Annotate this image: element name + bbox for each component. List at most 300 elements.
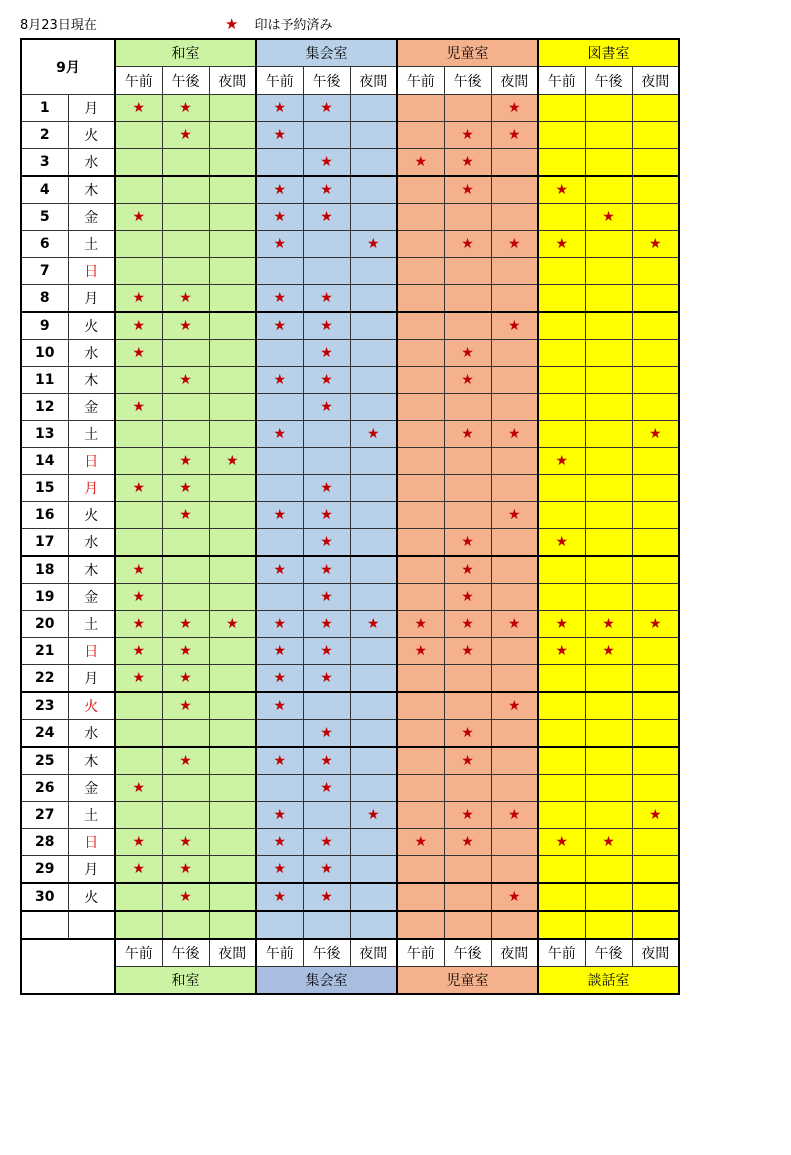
day-of-week: 火	[68, 883, 115, 911]
slot-jidoshitsu-pm: ★	[444, 421, 491, 448]
slot-jidoshitsu-pm: ★	[444, 367, 491, 394]
table-row	[21, 529, 679, 557]
slot-toshoshitsu-am	[538, 285, 585, 313]
day-number: 8	[21, 285, 68, 313]
slot-jidoshitsu-night	[491, 720, 538, 748]
period-header-washitsu-night: 夜間	[209, 67, 256, 95]
slot-toshoshitsu-pm: ★	[585, 638, 632, 665]
table-row	[21, 665, 679, 693]
slot-washitsu-am: ★	[115, 340, 162, 367]
slot-jidoshitsu-am	[397, 340, 444, 367]
slot-washitsu-pm: ★	[162, 856, 209, 884]
day-number: 30	[21, 883, 68, 911]
slot-toshoshitsu-pm	[585, 502, 632, 529]
slot-shukaishitsu-am: ★	[256, 665, 303, 693]
slot-toshoshitsu-night	[632, 856, 679, 884]
slot-toshoshitsu-night	[632, 556, 679, 584]
slot-toshoshitsu-pm	[585, 448, 632, 475]
slot-toshoshitsu-am	[538, 802, 585, 829]
slot-jidoshitsu-am	[397, 448, 444, 475]
slot-washitsu-pm: ★	[162, 95, 209, 122]
slot-toshoshitsu-pm	[585, 802, 632, 829]
slot-washitsu-night	[209, 556, 256, 584]
slot-washitsu-am: ★	[115, 638, 162, 665]
slot-jidoshitsu-am	[397, 475, 444, 502]
slot-shukaishitsu-am	[256, 149, 303, 177]
slot-toshoshitsu-night	[632, 775, 679, 802]
table-row	[21, 883, 679, 911]
day-of-week: 土	[68, 611, 115, 638]
slot-shukaishitsu-am	[256, 258, 303, 285]
slot-shukaishitsu-night	[350, 856, 397, 884]
slot-washitsu-night	[209, 204, 256, 231]
slot-jidoshitsu-night	[491, 556, 538, 584]
day-of-week: 水	[68, 340, 115, 367]
slot-washitsu-pm: ★	[162, 692, 209, 720]
slot-jidoshitsu-am	[397, 665, 444, 693]
slot-jidoshitsu-pm: ★	[444, 176, 491, 204]
table-row	[21, 638, 679, 665]
blank-cell	[21, 911, 68, 939]
slot-washitsu-pm: ★	[162, 367, 209, 394]
table-row	[21, 95, 679, 122]
slot-jidoshitsu-night	[491, 448, 538, 475]
slot-toshoshitsu-night	[632, 258, 679, 285]
slot-washitsu-pm	[162, 802, 209, 829]
slot-jidoshitsu-night	[491, 475, 538, 502]
slot-jidoshitsu-night: ★	[491, 611, 538, 638]
slot-shukaishitsu-am: ★	[256, 611, 303, 638]
slot-jidoshitsu-night	[491, 747, 538, 775]
slot-shukaishitsu-am: ★	[256, 502, 303, 529]
blank-cell	[538, 911, 585, 939]
day-of-week: 月	[68, 95, 115, 122]
slot-washitsu-night	[209, 720, 256, 748]
slot-jidoshitsu-pm: ★	[444, 720, 491, 748]
slot-toshoshitsu-am	[538, 149, 585, 177]
slot-washitsu-pm	[162, 394, 209, 421]
slot-toshoshitsu-am	[538, 584, 585, 611]
slot-jidoshitsu-night: ★	[491, 231, 538, 258]
slot-toshoshitsu-night	[632, 584, 679, 611]
slot-toshoshitsu-am	[538, 692, 585, 720]
slot-toshoshitsu-am	[538, 665, 585, 693]
slot-shukaishitsu-am: ★	[256, 421, 303, 448]
slot-shukaishitsu-pm: ★	[303, 149, 350, 177]
day-of-week: 日	[68, 638, 115, 665]
table-row	[21, 747, 679, 775]
slot-shukaishitsu-am: ★	[256, 231, 303, 258]
room-header-shukaishitsu: 集会室	[256, 39, 397, 67]
slot-washitsu-night	[209, 95, 256, 122]
slot-shukaishitsu-pm: ★	[303, 856, 350, 884]
slot-shukaishitsu-pm: ★	[303, 665, 350, 693]
day-number: 24	[21, 720, 68, 748]
slot-washitsu-am	[115, 883, 162, 911]
table-row	[21, 258, 679, 285]
day-of-week: 木	[68, 176, 115, 204]
slot-washitsu-am: ★	[115, 556, 162, 584]
slot-toshoshitsu-am	[538, 747, 585, 775]
slot-jidoshitsu-am	[397, 312, 444, 340]
day-of-week: 土	[68, 231, 115, 258]
slot-jidoshitsu-pm	[444, 285, 491, 313]
slot-shukaishitsu-night	[350, 95, 397, 122]
slot-washitsu-am	[115, 122, 162, 149]
slot-washitsu-pm	[162, 176, 209, 204]
day-number: 7	[21, 258, 68, 285]
slot-shukaishitsu-night	[350, 149, 397, 177]
slot-jidoshitsu-am	[397, 367, 444, 394]
slot-shukaishitsu-am	[256, 340, 303, 367]
table-row	[21, 149, 679, 177]
slot-jidoshitsu-am	[397, 747, 444, 775]
slot-shukaishitsu-night	[350, 883, 397, 911]
slot-shukaishitsu-pm: ★	[303, 584, 350, 611]
slot-shukaishitsu-pm	[303, 448, 350, 475]
slot-jidoshitsu-am	[397, 176, 444, 204]
blank-cell	[585, 911, 632, 939]
slot-washitsu-am: ★	[115, 856, 162, 884]
slot-washitsu-night	[209, 802, 256, 829]
slot-toshoshitsu-pm	[585, 692, 632, 720]
table-row	[21, 856, 679, 884]
slot-washitsu-am	[115, 367, 162, 394]
slot-washitsu-night	[209, 421, 256, 448]
slot-shukaishitsu-am: ★	[256, 638, 303, 665]
slot-toshoshitsu-night	[632, 747, 679, 775]
slot-toshoshitsu-pm	[585, 258, 632, 285]
slot-jidoshitsu-pm	[444, 448, 491, 475]
period-header-toshoshitsu-am: 午前	[538, 67, 585, 95]
slot-jidoshitsu-am	[397, 421, 444, 448]
slot-shukaishitsu-am: ★	[256, 556, 303, 584]
slot-shukaishitsu-night	[350, 775, 397, 802]
table-row	[21, 204, 679, 231]
slot-shukaishitsu-am	[256, 475, 303, 502]
slot-shukaishitsu-night	[350, 176, 397, 204]
blank-cell	[632, 911, 679, 939]
slot-toshoshitsu-pm	[585, 285, 632, 313]
slot-washitsu-pm: ★	[162, 502, 209, 529]
slot-toshoshitsu-pm	[585, 231, 632, 258]
slot-washitsu-am	[115, 421, 162, 448]
day-number: 10	[21, 340, 68, 367]
slot-shukaishitsu-am: ★	[256, 204, 303, 231]
table-row	[21, 611, 679, 638]
footer-period-corner	[21, 939, 115, 967]
slot-toshoshitsu-night	[632, 340, 679, 367]
day-of-week: 金	[68, 204, 115, 231]
slot-shukaishitsu-night: ★	[350, 231, 397, 258]
blank-cell	[491, 911, 538, 939]
day-number: 27	[21, 802, 68, 829]
slot-jidoshitsu-am	[397, 502, 444, 529]
slot-toshoshitsu-pm	[585, 475, 632, 502]
slot-washitsu-night	[209, 829, 256, 856]
slot-shukaishitsu-am: ★	[256, 883, 303, 911]
slot-shukaishitsu-night	[350, 638, 397, 665]
slot-washitsu-pm: ★	[162, 638, 209, 665]
slot-shukaishitsu-am: ★	[256, 176, 303, 204]
table-row	[21, 775, 679, 802]
slot-washitsu-night	[209, 340, 256, 367]
room-header-jidoshitsu: 児童室	[397, 39, 538, 67]
day-of-week: 日	[68, 829, 115, 856]
slot-jidoshitsu-pm: ★	[444, 529, 491, 557]
slot-jidoshitsu-night	[491, 856, 538, 884]
slot-shukaishitsu-pm: ★	[303, 638, 350, 665]
slot-jidoshitsu-night	[491, 638, 538, 665]
slot-shukaishitsu-pm: ★	[303, 394, 350, 421]
slot-washitsu-am: ★	[115, 204, 162, 231]
slot-jidoshitsu-pm	[444, 883, 491, 911]
slot-shukaishitsu-am	[256, 394, 303, 421]
slot-washitsu-night: ★	[209, 448, 256, 475]
day-number: 15	[21, 475, 68, 502]
slot-washitsu-am	[115, 747, 162, 775]
day-of-week: 水	[68, 720, 115, 748]
day-of-week: 火	[68, 692, 115, 720]
slot-jidoshitsu-am	[397, 204, 444, 231]
slot-shukaishitsu-pm: ★	[303, 556, 350, 584]
slot-shukaishitsu-night	[350, 367, 397, 394]
slot-shukaishitsu-am	[256, 584, 303, 611]
slot-shukaishitsu-pm: ★	[303, 475, 350, 502]
blank-cell	[444, 911, 491, 939]
day-number: 4	[21, 176, 68, 204]
slot-jidoshitsu-pm: ★	[444, 584, 491, 611]
slot-jidoshitsu-night	[491, 149, 538, 177]
slot-shukaishitsu-night	[350, 340, 397, 367]
slot-washitsu-pm: ★	[162, 883, 209, 911]
slot-toshoshitsu-pm	[585, 775, 632, 802]
table-row	[21, 448, 679, 475]
slot-washitsu-am	[115, 258, 162, 285]
slot-shukaishitsu-am: ★	[256, 95, 303, 122]
day-of-week: 日	[68, 258, 115, 285]
slot-washitsu-night	[209, 638, 256, 665]
day-number: 11	[21, 367, 68, 394]
slot-shukaishitsu-pm: ★	[303, 529, 350, 557]
day-of-week: 火	[68, 502, 115, 529]
slot-shukaishitsu-night	[350, 692, 397, 720]
slot-jidoshitsu-pm: ★	[444, 611, 491, 638]
slot-shukaishitsu-pm: ★	[303, 176, 350, 204]
slot-toshoshitsu-am	[538, 122, 585, 149]
slot-toshoshitsu-pm: ★	[585, 204, 632, 231]
slot-toshoshitsu-pm	[585, 95, 632, 122]
slot-washitsu-am: ★	[115, 394, 162, 421]
slot-shukaishitsu-night	[350, 122, 397, 149]
day-number: 14	[21, 448, 68, 475]
footer-period-washitsu-am: 午前	[115, 939, 162, 967]
slot-washitsu-am: ★	[115, 584, 162, 611]
day-of-week: 日	[68, 448, 115, 475]
table-row	[21, 802, 679, 829]
slot-jidoshitsu-am	[397, 883, 444, 911]
day-number: 2	[21, 122, 68, 149]
slot-toshoshitsu-night: ★	[632, 231, 679, 258]
slot-shukaishitsu-am: ★	[256, 367, 303, 394]
day-of-week: 月	[68, 475, 115, 502]
slot-washitsu-am: ★	[115, 775, 162, 802]
slot-washitsu-night	[209, 883, 256, 911]
slot-jidoshitsu-pm	[444, 258, 491, 285]
slot-toshoshitsu-am	[538, 367, 585, 394]
slot-toshoshitsu-night	[632, 394, 679, 421]
slot-shukaishitsu-pm	[303, 258, 350, 285]
slot-jidoshitsu-pm: ★	[444, 747, 491, 775]
slot-jidoshitsu-night	[491, 204, 538, 231]
day-of-week: 月	[68, 665, 115, 693]
slot-washitsu-night	[209, 231, 256, 258]
slot-toshoshitsu-am	[538, 556, 585, 584]
table-row	[21, 502, 679, 529]
slot-toshoshitsu-night	[632, 176, 679, 204]
table-row	[21, 312, 679, 340]
period-header-toshoshitsu-pm: 午後	[585, 67, 632, 95]
day-of-week: 土	[68, 802, 115, 829]
slot-shukaishitsu-pm	[303, 692, 350, 720]
slot-toshoshitsu-night	[632, 883, 679, 911]
slot-washitsu-pm: ★	[162, 285, 209, 313]
slot-jidoshitsu-night: ★	[491, 802, 538, 829]
slot-jidoshitsu-night: ★	[491, 692, 538, 720]
table-row	[21, 122, 679, 149]
slot-jidoshitsu-pm: ★	[444, 638, 491, 665]
slot-washitsu-pm	[162, 720, 209, 748]
slot-toshoshitsu-night	[632, 502, 679, 529]
table-row	[21, 829, 679, 856]
table-row	[21, 584, 679, 611]
slot-toshoshitsu-pm	[585, 665, 632, 693]
table-row	[21, 367, 679, 394]
slot-jidoshitsu-pm: ★	[444, 122, 491, 149]
slot-toshoshitsu-pm	[585, 556, 632, 584]
slot-washitsu-pm: ★	[162, 475, 209, 502]
slot-toshoshitsu-pm	[585, 312, 632, 340]
slot-shukaishitsu-pm	[303, 231, 350, 258]
day-number: 13	[21, 421, 68, 448]
slot-jidoshitsu-pm: ★	[444, 231, 491, 258]
slot-washitsu-pm	[162, 584, 209, 611]
footer-period-jidoshitsu-am: 午前	[397, 939, 444, 967]
slot-jidoshitsu-am: ★	[397, 611, 444, 638]
slot-washitsu-night	[209, 312, 256, 340]
day-of-week: 金	[68, 394, 115, 421]
table-row	[21, 340, 679, 367]
table-row	[21, 176, 679, 204]
slot-washitsu-pm	[162, 258, 209, 285]
slot-toshoshitsu-am: ★	[538, 448, 585, 475]
slot-toshoshitsu-night	[632, 95, 679, 122]
table-row	[21, 421, 679, 448]
slot-shukaishitsu-pm	[303, 802, 350, 829]
slot-toshoshitsu-am: ★	[538, 611, 585, 638]
footer-room-danwashitsu: 談話室	[538, 967, 679, 995]
day-number: 25	[21, 747, 68, 775]
day-of-week: 月	[68, 856, 115, 884]
period-header-jidoshitsu-pm: 午後	[444, 67, 491, 95]
slot-shukaishitsu-pm: ★	[303, 340, 350, 367]
slot-jidoshitsu-pm	[444, 475, 491, 502]
slot-washitsu-am	[115, 502, 162, 529]
slot-toshoshitsu-pm	[585, 747, 632, 775]
table-row	[21, 720, 679, 748]
slot-shukaishitsu-night	[350, 529, 397, 557]
slot-toshoshitsu-pm	[585, 340, 632, 367]
period-header-jidoshitsu-am: 午前	[397, 67, 444, 95]
slot-toshoshitsu-night	[632, 312, 679, 340]
slot-toshoshitsu-night	[632, 367, 679, 394]
slot-toshoshitsu-pm: ★	[585, 829, 632, 856]
slot-washitsu-pm: ★	[162, 122, 209, 149]
slot-toshoshitsu-pm	[585, 176, 632, 204]
blank-cell	[350, 911, 397, 939]
day-of-week: 木	[68, 747, 115, 775]
day-number: 9	[21, 312, 68, 340]
slot-jidoshitsu-night	[491, 775, 538, 802]
slot-toshoshitsu-night	[632, 204, 679, 231]
slot-jidoshitsu-night: ★	[491, 883, 538, 911]
slot-shukaishitsu-am: ★	[256, 802, 303, 829]
legend-text: 印は予約済み	[254, 18, 333, 33]
footer-period-jidoshitsu-night: 夜間	[491, 939, 538, 967]
day-of-week: 木	[68, 367, 115, 394]
footer-period-toshoshitsu-night: 夜間	[632, 939, 679, 967]
slot-jidoshitsu-pm: ★	[444, 556, 491, 584]
table-row	[21, 475, 679, 502]
slot-washitsu-am: ★	[115, 475, 162, 502]
slot-washitsu-night	[209, 692, 256, 720]
slot-jidoshitsu-night	[491, 829, 538, 856]
slot-shukaishitsu-night	[350, 720, 397, 748]
slot-washitsu-am: ★	[115, 829, 162, 856]
day-number: 1	[21, 95, 68, 122]
slot-shukaishitsu-am: ★	[256, 829, 303, 856]
room-header-toshoshitsu: 図書室	[538, 39, 679, 67]
period-header-toshoshitsu-night: 夜間	[632, 67, 679, 95]
slot-washitsu-pm: ★	[162, 665, 209, 693]
slot-washitsu-night	[209, 475, 256, 502]
slot-jidoshitsu-pm	[444, 665, 491, 693]
day-number: 23	[21, 692, 68, 720]
slot-jidoshitsu-am	[397, 122, 444, 149]
slot-washitsu-pm: ★	[162, 611, 209, 638]
slot-toshoshitsu-night	[632, 448, 679, 475]
blank-cell	[115, 911, 162, 939]
slot-shukaishitsu-night	[350, 448, 397, 475]
day-number: 20	[21, 611, 68, 638]
as-of-date: 8月23日現在	[20, 18, 97, 33]
slot-shukaishitsu-am: ★	[256, 285, 303, 313]
slot-washitsu-night	[209, 394, 256, 421]
slot-shukaishitsu-pm: ★	[303, 204, 350, 231]
slot-washitsu-am	[115, 529, 162, 557]
slot-toshoshitsu-night	[632, 122, 679, 149]
slot-washitsu-am: ★	[115, 95, 162, 122]
slot-jidoshitsu-night	[491, 258, 538, 285]
slot-washitsu-pm: ★	[162, 747, 209, 775]
day-number: 26	[21, 775, 68, 802]
slot-washitsu-pm: ★	[162, 829, 209, 856]
slot-washitsu-pm: ★	[162, 448, 209, 475]
slot-toshoshitsu-night	[632, 829, 679, 856]
slot-washitsu-pm	[162, 149, 209, 177]
slot-washitsu-night	[209, 775, 256, 802]
period-header-shukaishitsu-pm: 午後	[303, 67, 350, 95]
